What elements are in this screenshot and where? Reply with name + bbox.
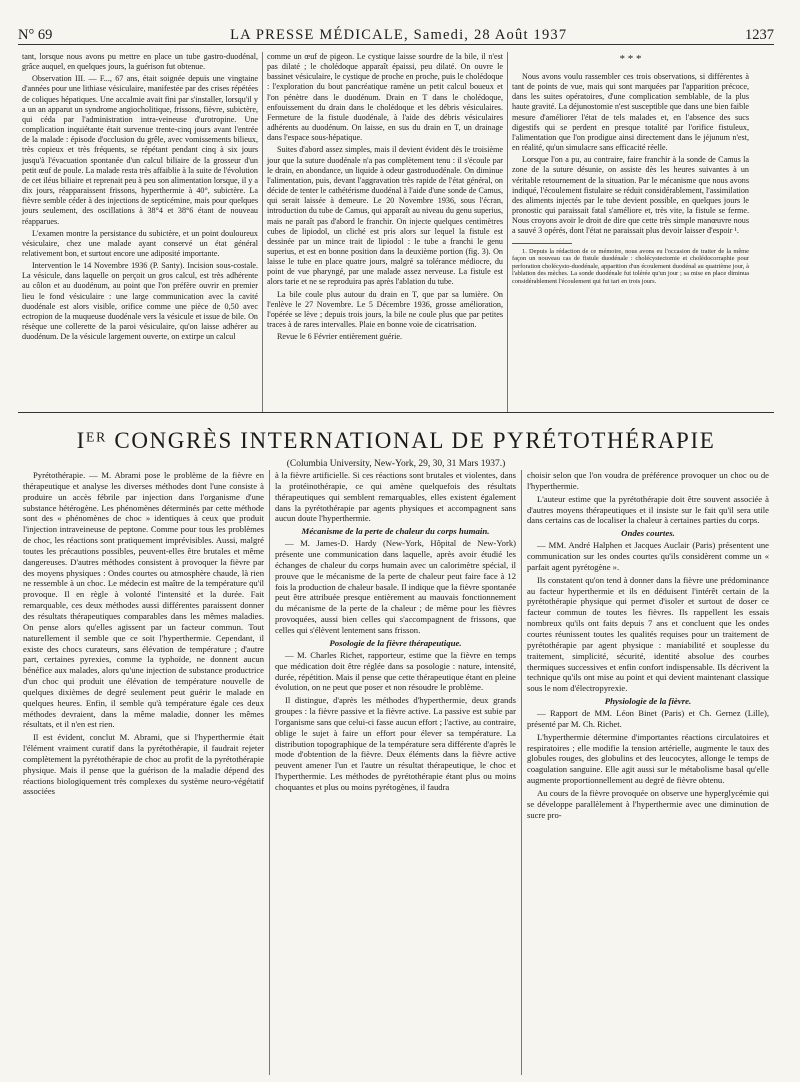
article-continuation [18,52,774,412]
section-stars: * * * [619,53,642,65]
bottom-column-3 [522,470,774,1075]
paragraph: Au cours de la fièvre provoquée on observe une hyperglycémie qui se développe parallèlement à l'hyperthermie avec une diminution de sucre pro- [527,787,769,820]
paragraph: Il est évident, conclut M. Abrami, que si l'hyperthermie était l'élément vraiment curatif dans la pyrétothérapie, il faudrait rejeter complètement la pyrétothérapie de choc au profit de la pyrétothérapie physique. Mais il pense que la guérison de la maladie dépend des réactions biologiquement très complexes du système neuro-végétatif associées [23,732,264,797]
congress-report [18,470,774,1075]
paragraph: Pyrétothérapie. — M. Abrami pose le problème de la fièvre en thérapeutique et analyse les diverses méthodes dont l'une consiste à produire un accès fébrile par injection dans l'organisme d'une substance hétérogène. Les phénomènes déterminés par cette méthode sont des « phénomènes de choc » identiques à ceux que produit l'injection intraveineuse de peptone. Comme pour tous les problèmes de choc, les réactions sont pratiquement imprévisibles. Aussi, malgré toutes les précautions possibles, peuvent-elles être brutales et même dangereuses. D'autres méthodes consistent à provoquer la fièvre par des moyens physiques : Ondes courtes ou atmosphère chaude, là rien ne ressemble à un choc. Le médecin est maître de la température qu'il provoque. Il en règle à volonté l'intensité et la durée. Fait remarquable, ces deux méthodes aussi différentes paraissent donner des résultats thérapeutiques comparables dans les mêmes maladies. On pense alors qu'elles agissent par un facteur commun. Tout naturellement il semble que ce soit l'hyperthermie. Cependant, il existe des chocs curateurs, sans élévation de température ; d'autre part, certaines pyrexies, comme la typhoïde, ne donnent aucun bénéfice aux malades, alors qu'une injection de substance productrice d'un choc qui produit une élévation de température nouvelle de quelques dixièmes de degré seulement peut guérir le malade en quelques heures. Enfin, il semble qu'à température égale ces deux méthodes devraient, dans la même maladie, donner les mêmes résultats, et il n'en est rien. [23,470,264,730]
footnote-rule [512,243,572,244]
page-folio: 1237 [744,27,774,43]
paragraph: comme un œuf de pigeon. Le cystique laisse sourdre de la bile, il n'est pas dilaté ; le cholédoque apparaît épaissi, peu dilaté. On ouvre le bassinet vésiculaire, le cystique de proche en proche, puis le cholédoque : l'exploration du bout pancréatique ramène un petit calcul boueux et l'on pénètre dans le duodénum. Drain en T dans le cholédoque, enfouissement du drain dans le cholédoque et les débris vésiculaires. Fermeture de la fistule duodénale, à l'aide des débris vésiculaires adhérents au duodénum. On laisse, en sus du drain en T, un drainage dans l'espace sous-hépatique. [267,52,503,143]
subsection-heading: Ondes courtes. [621,528,675,539]
paragraph: — MM. André Halphen et Jacques Auclair (Paris) présentent une communication sur les ondes courtes qu'ils considèrent comme un « parfait agent pyrétogène ». [527,540,769,572]
subsection-heading: Posologie de la fièvre thérapeutique. [329,637,462,648]
paragraph: Lorsque l'on a pu, au contraire, faire franchir à la sonde de Camus la zone de la suture désunie, on assiste dès les heures suivantes à un véritable retournement de la situation. Par le mécanisme que nous avons indiqué, l'écoulement fistulaire se réduit considérablement, l'assimilation des aliments injectés par le tube devient possible, en quelques jours le pronostic qui paraissait fatal s'améliore et, très vite, la fistule se ferme. Nous croyons avoir le droit de dire que cette très simple manœuvre nous a sauvé 3 opérés, dont l'état ne paraissait plus devoir laisser d'espoir ¹. [512,155,749,236]
top-column-1 [18,52,263,412]
paragraph: Ils constatent qu'on tend à donner dans la fièvre une prédominance au facteur hyperthermie et ils en déduisent l'intérêt certain de la pyrétothérapie physique qui permet d'isoler et surtout de doser ce facteur commun de toutes les fièvres. Ils rappellent les essais nombreux qu'ils ont faits depuis 7 ans et concluent que les ondes courtes réunissent toutes les qualités requises pour un traitement de pyrétothérapie par agent physique : maniabilité et souplesse du traitement, simplicité, sécurité, identité absolue des courbes thermiques successives et enfin confort indispensable. Ils décrivent la technique qu'ils ont mise au point et qui devient maintenant classique sous le nom d'électropyrexie. [527,574,769,694]
bottom-column-2 [270,470,522,1075]
issue-number: N° 69 [18,27,53,43]
paragraph: La bile coule plus autour du drain en T, que par sa lumière. On l'enlève le 27 Novembre. Le 5 Décembre 1936, grosse amélioration, l'opérée se lève ; depuis trois jours, la bile ne coule plus que par petites traces à de rares intervalles. Plaie en bonne voie de cicatrisation. [267,289,503,330]
journal-title [230,27,567,44]
paragraph: L'examen montre la persistance du subictère, et un point douloureux vésiculaire, chez une malade ayant conservé un état général relativement bon, et surtout encore une adiposité importante. [22,228,258,258]
paragraph: Revue le 6 Février entièrement guérie. [277,332,402,342]
paragraph: — M. Charles Richet, rapporteur, estime que la fièvre en temps que médication doit être réglée dans sa posologie : nature, intensité, durée, répétition. Mais il pense que cette thérapeutique étant en pleine évolution, on ne peut que poser et non résoudre le problème. [275,649,516,693]
paragraph: Il distingue, d'après les méthodes d'hyperthermie, deux grands groupes : la fièvre passive et la fièvre active. La passive est subie par l'organisme sans que celui-ci fasse aucun effort ; l'active, au contraire, oblige le sujet à faire un effort pour élever sa température. La distribution topographique de la température sera différente d'après le mode d'obtention de la fièvre. Deux éléments dans la fièvre active peuvent amener l'un et l'autre un résultat thérapeutique, le choc et l'hyperthermie. Les méthodes de pyrétothérapie étant plus ou moins choquantes et plus ou moins pyrétogènes, il faudra [275,695,516,792]
paragraph: L'auteur estime que la pyrétothérapie doit être souvent associée à d'autres moyens thérapeutiques et il insiste sur le fait qu'il sera utile dans certains cas de localiser la chaleur à certaines parties du corps. [527,493,769,526]
subsection-heading: Physiologie de la fièvre. [604,696,692,707]
bottom-column-1 [18,470,270,1075]
paragraph: — Rapport de MM. Léon Binet (Paris) et Ch. Gernez (Lille), présenté par M. Ch. Richet. [527,708,769,729]
paragraph: Intervention le 14 Novembre 1936 (P. Santy). Incision sous-costale. La vésicule, dans laquelle on perçoit un gros calcul, est très adhérente au côlon et au duodénum, au point que l'on préfère ouvrir en premier lieu le fond vésiculaire : une large communication avec la cavité duodénale est alors visible, orifice comme une pièce de 0,50 avec ectropion de la muqueuse duodénale vers la vésicule et issue de bile. On résèque une collerette de la paroi vésiculaire, qu'on laisse adhérer au duodénum. De la vésicule largement ouverte, on extirpe un calcul [22,261,258,342]
congress-subtitle: (Columbia University, New-York, 29, 30, 31 Mars 1937.) [286,459,506,469]
paragraph: choisir selon que l'on voudra de préférence provoquer un choc ou de l'hyperthermie. [527,470,769,491]
paragraph: Suites d'abord assez simples, mais il devient évident dès le troisième jour que la suture duodénale n'a pas complètement tenu : il s'écoule par le drain, en abondance, un liquide à odeur gastroduodénale. On diminue l'alimentation, puis, devant l'aggravation très rapide de l'état général, on décide de tenter le cathétérisme duodénal à l'aide d'une sonde de Camus, qui serait laissée à demeure. Le 20 Novembre 1936, sous l'écran, introduction du tube de Camus, qui apparaît au niveau du genu superius, mais ne paraît pas d'abord le franchir. On injecte quelques centimètres cubes de lipiodol, un cliché est pris alors sur lequel la fistule est dessinée par un mince trait de lipiodol : le tube a franchi le genu superius, et est en bonne position dans la deuxième portion (fig. 3). On laisse le tube en place quatre jours, malgré sa tolérance médiocre, du point de vue pharyngé, par une malade assez nerveuse. La fistule est alors tarie et ne se reproduira pas après l'ablation du tube. [267,145,503,287]
paragraph: Nous avons voulu rassembler ces trois observations, si différentes à tant de points de vue, mais qui sont marquées par l'apparition précoce, dans les suites opératoires, d'une complication semblable, de la plus haute gravité. La déjunostomie n'est susceptible que dans une bien faible mesure d'améliorer l'état de tels malades et, en l'absence des sucs digestifs qui se perdent en presque totalité par l'orifice fistuleux, l'alimentation que l'on prodigue ainsi directement dans le jéjunum n'est, en réalité, qu'un simulacre sans efficacité réelle. [512,72,749,153]
paragraph: L'hyperthermie détermine d'importantes réactions circulatoires et respiratoires ; elle modifie la tension artérielle, augmente le taux des globules rouges, des globulins et des leucocytes, allonge le temps de coagulation sanguine. Elle agit aussi sur le métabolisme basal qu'elle augmente proportionnellement au degré de fièvre obtenu. [527,731,769,786]
footnote: 1. Depuis la rédaction de ce mémoire, nous avons eu l'occasion de traiter de la même façon un nouveau cas de fistule duodénale : cholécystectomie et cholédocorraphie pour perforation cholécysto-duodénale, apparition d'un écoulement duodénal au quatrième jour, à l'ablation des mèches. La sonde duodénale fut tolérée qu'un jour ; sa mise en place diminua considérablement l'écoulement qui fut tari en trois jours. [512,247,749,285]
journal-name: LA PRESSE MÉDICALE, [230,27,409,43]
top-column-2 [263,52,508,412]
paragraph: Observation III. — F..., 67 ans, était soignée depuis une vingtaine d'années pour une lithiase vésiculaire, manifestée par des crises répétées de coliques hépatiques. Une accalmie avait fini par s'installer, lorsqu'il y a un an apparut un syndrome angiocholitique, frissons, fièvre, subictère, qui céda par l'administration intra-veineuse d'urotropine. Une complication inquiétante était survenue trente-cinq jours avant l'entrée de la malade : épisode d'occlusion du grêle, avec vomissements bilieux, très copieux et très fréquents, se répétant pendant cinq à six jours jusqu'à l'évacuation spontanée d'un calcul biliaire de la grosseur d'un petit œuf de poule. La malade resta très affaiblie à la suite de l'évolution de cet iléus biliaire et reprenait peu à peu son alimentation lorsque, il y a dix jours, réapparaissent frissons, hyperthermie à 40°, subictère. La fièvre semble céder à des injections de septicémine, mais pour quelques jours seulement, des oscillations à 38°4 et 38°6 étant de nouveau réapparues. [22,74,258,226]
subsection-heading: Mécanisme de la perte de chaleur du corps humain. [301,526,490,537]
page-header [18,20,774,45]
top-column-3 [508,52,753,412]
congress-title: Iᴱᴿ CONGRÈS INTERNATIONAL DE PYRÉTOTHÉRAPIE [76,428,716,453]
congress-heading [18,428,774,469]
paragraph: tant, lorsque nous avons pu mettre en place un tube gastro-duodénal, grâce auquel, en quelques jours, la guérison fut obtenue. [22,52,258,72]
paragraph: à la fièvre artificielle. Si ces réactions sont brutales et violentes, dans la protéinothérapie, ce qui amène quelquefois des résultats thérapeutiques qui semblent remarquables, elles existent également dans la pyrétothérapie par agents physiques et accompagnent sans aucun doute l'hyperthermie. [275,470,516,524]
issue-date: Samedi, 28 Août 1937 [413,27,568,43]
section-divider [18,412,774,413]
paragraph: — M. James-D. Hardy (New-York, Hôpital de New-York) présente une communication dans laquelle, après avoir étudié les échanges de chaleur du corps humain avec un calorimètre spécial, il prouve que le mécanisme de la perte de chaleur peut faire face à 12 fois la production de chaleur basale. Il indique que la fièvre spontanée peut être attribuée presque entièrement au mauvais fonctionnement du mécanisme de la perte de la chaleur ; de même pour les fièvres provoquées, aussi bien celles qui s'accompagnent de frissons, que celles qui s'élèvent lentement sans frisson. [275,538,517,635]
